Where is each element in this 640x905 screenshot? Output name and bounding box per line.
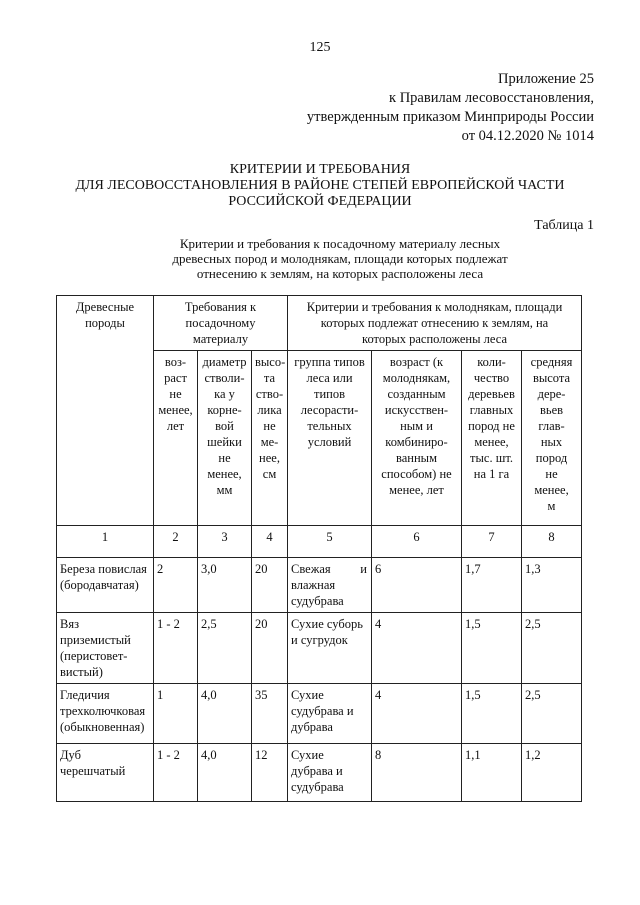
cell-diameter: 3,0 xyxy=(198,558,252,613)
header-age: воз- раст не менее, лет xyxy=(154,351,198,526)
document-title xyxy=(0,162,640,210)
table-row xyxy=(57,558,582,613)
table-row xyxy=(57,744,582,802)
table-caption xyxy=(150,236,530,281)
cell-tree-count: 1,5 xyxy=(462,613,522,684)
cell-forest-group: Сухие дубрава и судубрава xyxy=(288,744,372,802)
cell-tree-count: 1,5 xyxy=(462,684,522,744)
cell-diameter: 4,0 xyxy=(198,684,252,744)
cell-height: 20 xyxy=(252,558,288,613)
table-label: Таблица 1 xyxy=(534,218,594,233)
column-number-row xyxy=(57,526,582,558)
cell-forest-group: Сухие суборь и сугрудок xyxy=(288,613,372,684)
table-row xyxy=(57,613,582,684)
cell-avg-height: 2,5 xyxy=(522,613,582,684)
title-line: КРИТЕРИИ И ТРЕБОВАНИЯ xyxy=(229,162,411,177)
title-line: ДЛЯ ЛЕСОВОССТАНОВЛЕНИЯ В РАЙОНЕ СТЕПЕЙ ЕВРОПЕЙСКОЙ ЧАСТИ xyxy=(75,178,565,193)
cell-young-age: 4 xyxy=(372,613,462,684)
cell-young-age: 4 xyxy=(372,684,462,744)
header-avg-height: средняя высота дере- вьев глав- ных пород не менее, м xyxy=(522,351,582,526)
header-planting-requirements: Требования к посадочному материалу xyxy=(154,296,288,351)
column-number: 6 xyxy=(372,526,462,558)
cell-young-age: 8 xyxy=(372,744,462,802)
column-number: 8 xyxy=(522,526,582,558)
cell-avg-height: 2,5 xyxy=(522,684,582,744)
cell-diameter: 2,5 xyxy=(198,613,252,684)
cell-avg-height: 1,3 xyxy=(522,558,582,613)
column-number: 1 xyxy=(57,526,154,558)
cell-height: 35 xyxy=(252,684,288,744)
cell-young-age: 6 xyxy=(372,558,462,613)
appendix-reference xyxy=(307,70,594,146)
cell-age: 2 xyxy=(154,558,198,613)
cell-diameter: 4,0 xyxy=(198,744,252,802)
table-row xyxy=(57,684,582,744)
caption-line: древесных пород и молоднякам, площади которых подлежат xyxy=(172,251,508,266)
appendix-line: утвержденным приказом Минприроды России xyxy=(306,109,594,125)
forest-inline-conjunction: и xyxy=(360,562,367,576)
appendix-line: к Правилам лесовосстановления, xyxy=(389,90,594,106)
cell-age: 1 xyxy=(154,684,198,744)
cell-tree-count: 1,1 xyxy=(462,744,522,802)
cell-height: 20 xyxy=(252,613,288,684)
caption-line: Критерии и требования к посадочному материалу лесных xyxy=(179,236,501,251)
column-number: 3 xyxy=(198,526,252,558)
cell-age: 1 - 2 xyxy=(154,744,198,802)
header-young-stand-criteria: Критерии и требования к молоднякам, площади которых подлежат отнесению к землям, на которых расположены леса xyxy=(288,296,582,351)
appendix-line: Приложение 25 xyxy=(498,71,594,87)
column-number: 7 xyxy=(462,526,522,558)
header-young-age: возраст (к молоднякам, созданным искусствен- ным и комбиниро- ванным способом) не менее, лет xyxy=(372,351,462,526)
cell-forest-group: Сухие судубрава и дубрава xyxy=(288,684,372,744)
cell-height: 12 xyxy=(252,744,288,802)
title-line: РОССИЙСКОЙ ФЕДЕРАЦИИ xyxy=(228,194,412,209)
cell-species: Береза повислая (бородавчатая) xyxy=(57,558,154,613)
cell-species: Вяз приземистый (перистовет- вистый) xyxy=(57,613,154,684)
caption-line: отнесению к землям, на которых расположены леса xyxy=(196,266,484,281)
cell-age: 1 - 2 xyxy=(154,613,198,684)
header-height: высо- та ство- лика не ме- нее, см xyxy=(252,351,288,526)
header-tree-count: коли- чество деревьев главных пород не менее, тыс. шт. на 1 га xyxy=(462,351,522,526)
column-number: 5 xyxy=(288,526,372,558)
forest-lines: Свежая влажная судубрава xyxy=(291,562,344,608)
cell-forest-group xyxy=(288,558,372,613)
header-species: Древесные породы xyxy=(57,296,154,526)
cell-species: Дуб черешчатый xyxy=(57,744,154,802)
cell-species: Гледичия трехколючковая (обыкновенная) xyxy=(57,684,154,744)
column-number: 4 xyxy=(252,526,288,558)
requirements-table xyxy=(56,295,582,802)
header-forest-group: группа типов леса или типов лесорасти- тельных условий xyxy=(288,351,372,526)
page-number: 125 xyxy=(309,40,331,55)
cell-tree-count: 1,7 xyxy=(462,558,522,613)
column-number: 2 xyxy=(154,526,198,558)
cell-avg-height: 1,2 xyxy=(522,744,582,802)
appendix-line: от 04.12.2020 № 1014 xyxy=(461,128,594,144)
header-diameter: диаметр стволи- ка у корне- вой шейки не менее, мм xyxy=(198,351,252,526)
